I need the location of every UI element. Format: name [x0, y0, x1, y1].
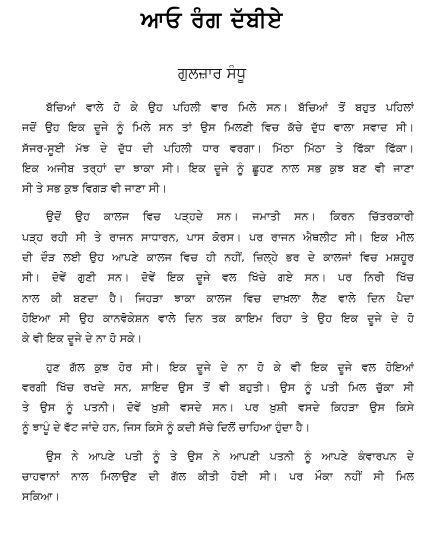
paragraph-2	[22, 207, 414, 349]
paragraph-1	[22, 98, 414, 199]
text-line: ਬੱਚਿਆਂ ਵਾਲੇ ਹੋ ਕੇ ਉਹ ਪਹਿਲੀ ਵਾਰ ਮਿਲੇ ਸਨ। ਬੱਚਿਆਂ ਤੋਂ ਬਹੁਤ ਪਹਿਲਾਂ	[46, 101, 414, 114]
text-line: ਕੇ ਵੀ ਇਕ ਦੂਜੇ ਦੇ ਨਾ ਹੋ ਸਕੇ।	[22, 332, 142, 346]
text-line: ਉਸ ਨੇ ਆਪਣੇ ਪਤੀ ਨੂੰ ਤੇ ਉਸ ਨੇ ਆਪਣੀ ਪਤਨੀ ਨੂੰ ਆਪਣੇ ਕੰਵਾਰਪਨ ਦੇ	[46, 449, 414, 463]
paragraph-3	[22, 358, 414, 439]
text-line: ਦੀ ਦੌੜ ਲਈ ਉਹ ਆਪਣੇ ਕਾਲਜ ਵਿਚ ਹੀ ਨਹੀਂ, ਜ਼ਿਲ੍ਹੇ ਭਰ ਦੇ ਕਾਲਜਾਂ ਵਿਚ ਮਸ਼ਹੂਰ	[22, 251, 414, 265]
text-line: ਨਾਲ ਕੀ ਬਣਦਾ ਹੈ। ਜਿਹੜਾ ਝਾਕਾ ਕਾਲਜ ਵਿਚ ਦਾਖ਼ਲਾ ਲੈਣ ਵਾਲੇ ਦਿਨ ਪੈਦਾ	[22, 291, 414, 305]
text-line: ਸੱਜਰ-ਸੂਈ ਮੱਝ ਦੇ ਦੁੱਧ ਦੀ ਪਹਿਲੀ ਧਾਰ ਵਰਗਾ। ਮਿੱਠਾ ਮਿੱਠਾ ਤੇ ਫਿੱਕਾ ਫਿੱਕਾ।	[22, 141, 414, 155]
story-body	[22, 98, 414, 516]
text-line: ਨੂੰ ਝਾਪੂੰ ਦੇ ਵੱਟ ਜਾਂਦੇ ਹਨ, ਜਿਸ ਕਿਸੇ ਨੂੰ ਕਦੀ ਸੱਚੇ ਦਿਲੋਂ ਚਾਹਿਆ ਹੁੰਦਾ ਹੈ।	[22, 421, 311, 435]
text-line: ਸੀ ਤੇ ਸਭ ਕੁਝ ਵਿਗੜ ਵੀ ਜਾਣਾ ਸੀ।	[22, 182, 167, 196]
text-line: ਹੁਣ ਗੱਲ ਕੁਝ ਹੋਰ ਸੀ। ਇਕ ਦੂਜੇ ਦੇ ਨਾ ਹੋ ਕੇ ਵੀ ਇਕ ਦੂਜੇ ਵਲ ਹੋਇਆਂ	[46, 360, 414, 374]
text-line: ਵਰਗੀ ਖਿੱਚ ਰਖਦੇ ਸਨ, ਸ਼ਾਇਦ ਉਸ ਤੋਂ ਵੀ ਬਹੁਤੀ। ਉਸ ਨੂੰ ਪਤੀ ਮਿਲ ਚੁੱਕਾ ਸੀ	[22, 380, 414, 394]
text-line: ਸਕਿਆ।	[22, 490, 60, 504]
text-line: ਤੇ ਉਸ ਨੂੰ ਪਤਨੀ। ਦੋਵੇਂ ਖ਼ੁਸ਼ੀ ਵਸਦੇ ਸਨ। ਪਰ ਖ਼ੁਸ਼ੀ ਵਸਦੇ ਕਿਹੜਾ ਉਸ ਕਿਸੇ	[22, 401, 414, 415]
text-line: ਇਕ ਅਜੀਬ ਤਰ੍ਹਾਂ ਦਾ ਝਾਕਾ ਸੀ। ਇਕ ਦੂਜੇ ਨੂੰ ਛੂਹਣ ਨਾਲ ਸਭ ਕੁਝ ਬਣ ਵੀ ਜਾਣਾ	[22, 161, 414, 175]
author-name: ਗੁਲਜ਼ਾਰ ਸੰਧੂ	[177, 64, 247, 82]
text-line: ਪੜ੍ਹ ਰਹੀ ਸੀ ਤੇ ਰਾਜਨ ਸਾਧਾਰਨ, ਪਾਸ ਕੋਰਸ। ਪਰ ਰਾਜਨ ਐਥਲੀਟ ਸੀ। ਇਕ ਮੀਲ	[22, 230, 414, 244]
text-line: ਉਦੋਂ ਉਹ ਕਾਲਜ ਵਿਚ ਪੜ੍ਹਦੇ ਸਨ। ਜਮਾਤੀ ਸਨ। ਕਿਰਨ ਚਿੱਤਰਕਾਰੀ	[46, 210, 414, 224]
text-line: ਹੋਇਆ ਸੀ ਉਹ ਕਾਨਵੋਕੇਸ਼ਨ ਵਾਲੇ ਦਿਨ ਤਕ ਕਾਇਮ ਰਿਹਾ ਤੇ ਉਹ ਇਕ ਦੂਜੇ ਦੇ ਹੋ	[22, 311, 414, 325]
text-line: ਚਾਹਵਾਨਾਂ ਨਾਲ ਮਿਲਾਉਣ ਦੀ ਗੱਲ ਕੀਤੀ ਹੋਈ ਸੀ। ਪਰ ਮੌਕਾ ਨਹੀਂ ਸੀ ਮਿਲ	[22, 470, 414, 484]
paragraph-4	[22, 447, 414, 508]
text-line: ਜਦੋਂ ਉਹ ਇਕ ਦੂਜੇ ਨੂੰ ਮਿਲੇ ਸਨ ਤਾਂ ਉਸ ਮਿਲਣੀ ਵਿਚ ਕੱਚੇ ਦੁੱਧ ਵਾਲਾ ਸਵਾਦ ਸੀ।	[22, 121, 414, 135]
story-title: ਆਓ ਰੰਗ ਦੱਬੀਏ	[140, 8, 284, 33]
text-line: ਸੀ। ਦੋਵੇਂ ਗੁਣੀ ਸਨ। ਦੋਵੇਂ ਇਕ ਦੂਜੇ ਵਲ ਖਿੱਚੇ ਗਏ ਸਨ। ਪਰ ਨਿਰੀ ਖਿੱਚ	[22, 271, 414, 285]
